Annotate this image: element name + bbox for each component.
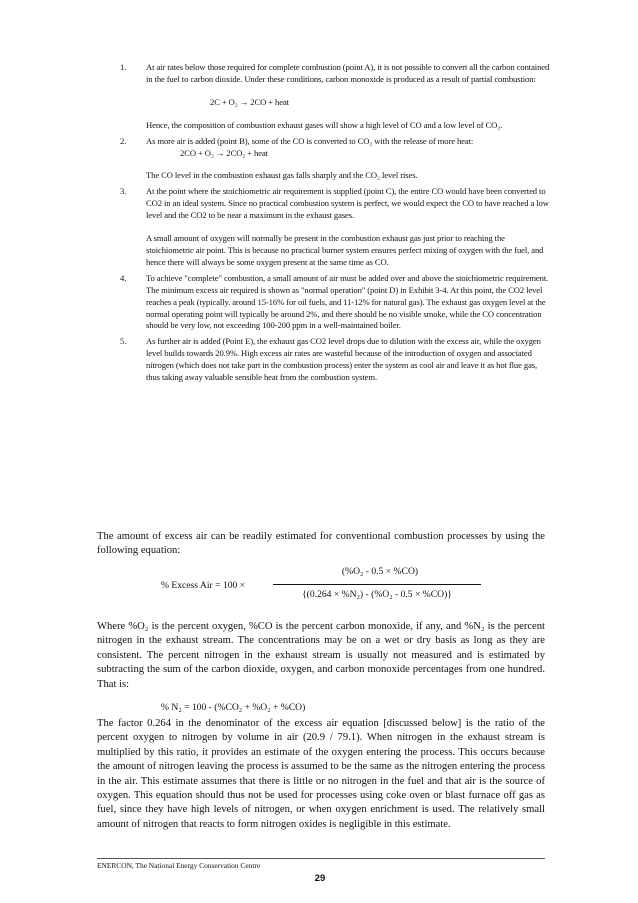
nitrogen-equation: % N₂ = 100 - (%CO₂ + %O₂ + %CO) (161, 702, 306, 713)
list-number: 1. (120, 62, 127, 72)
list-text-after: The CO level in the combustion exhaust gas falls sharply and the CO₂ level rises. (146, 170, 418, 181)
paragraph-factor: The factor 0.264 in the denominator of the excess air equation [discussed below] is the ratio of the percent oxygen to nitrogen by volume in air (20.9 / 79.1). When nitrogen in the exhaust stream is multiplied by this ratio, it provides an estimate of the oxygen entering the process. This occurs because the amount of nitrogen leaving the process is assumed to be the same as the nitrogen entering the process in the air. This estimate assumes that there is little or no nitrogen in the fuel and that air is the source of oxygen. This equation should thus not be used for processes using coke oven or blast furnace off gas as fuel, since they have high levels of nitrogen, or when oxygen enrichment is used. The relatively small amount of nitrogen that reacts to form nitrogen oxides is negligible in this estimate. (97, 718, 545, 830)
equation-denominator: {(0.264 × %N₂) - (%O₂ - 0.5 × %CO)} (302, 589, 452, 600)
list-item (120, 62, 550, 132)
list-number: 3. (120, 186, 127, 197)
list-text-after: A small amount of oxygen will normally be present in the combustion exhaust gas just prior to reaching the stoichiometric air point. This is because no practical burner system ensures perfect mixing of oxygen with the fuel, and hence there will always be some oxygen present at the same time as CO. (146, 233, 544, 267)
list-text-after: Hence, the composition of combustion exhaust gases will show a high level of CO and a low level of CO₂. (146, 119, 503, 130)
excess-air-equation (161, 566, 481, 614)
reaction-equation: 2C + O₂ → 2CO + heat (210, 96, 289, 107)
list-text: To achieve "complete" combustion, a small amount of air must be added over and above the stoichiometric requirement. The minimum excess air required is shown as "normal operation" (point D) in Exhibit 3-4. At this point, the CO2 level reaches a peak (typically. around 15-16% for oil fuels, and 11-12% for natural gas). The exhaust gas oxygen level at the normal operating point will typically be around 2%, and there should be no visible smoke, while the CO concentration should be very low, not exceeding 100-200 ppm in a well-maintained boiler. (146, 272, 549, 331)
paragraph-intro: The amount of excess air can be readily estimated for conventional combustion processes by using the following equation: (97, 531, 545, 557)
list-number: 4. (120, 272, 127, 283)
list-number: 5. (120, 336, 127, 347)
list-item (120, 273, 550, 333)
list-text: At air rates below those required for complete combustion (point A), it is not possible to convert all the carbon contained in the fuel to carbon dioxide. Under these conditions, carbon monoxide is produced as a result of partial combustion: (146, 62, 550, 84)
footer-divider (97, 858, 545, 859)
equation-lhs: % Excess Air = 100 × (161, 580, 246, 591)
list-item (120, 186, 550, 268)
numbered-list (120, 62, 550, 388)
reaction-equation: 2CO + O₂ → 2CO₂ + heat (180, 147, 268, 158)
list-item (120, 136, 550, 183)
list-text: At the point where the stoichiometric air requirement is supplied (point C), the entire CO would have been converted to CO2 in an ideal system. Since no practical combustion system is perfect, we would expect the CO to have reached a low level and the CO2 to be near a maximum in the exhaust gases. (146, 186, 549, 221)
equation-numerator: (%O₂ - 0.5 × %CO) (341, 566, 419, 577)
fraction-bar (273, 584, 481, 585)
paragraph-definitions: Where %O₂ is the percent oxygen, %CO is the percent carbon monoxide, if any, and %N₂ is the percent nitrogen in the exhaust stream. The concentrations may be on a wet or dry basis as long as they are consistent. The percent nitrogen in the exhaust stream is usually not measured and is estimated by subtracting the sum of the carbon dioxide, oxygen, and carbon monoxide percentages from one hundred. That is: (97, 621, 545, 690)
page-number: 29 (314, 873, 326, 884)
list-text: As more air is added (point B), some of the CO is converted to CO₂ with the release of more heat: (146, 135, 474, 146)
list-item (120, 336, 550, 384)
list-number: 2. (120, 135, 127, 146)
list-text: As further air is added (Point E), the exhaust gas CO2 level drops due to dilution with the excess air, while the oxygen level builds towards 20.9%. High excess air rates are wasteful because of the introduction of oxygen and associated nitrogen (which does not take part in the combustion process) enter the system as cool air and leave it as hot flue gas, thus taking away valuable sensible heat from the combustion system. (146, 336, 541, 383)
footer-text: ENERCON, The National Energy Conservation Centre (97, 861, 261, 870)
